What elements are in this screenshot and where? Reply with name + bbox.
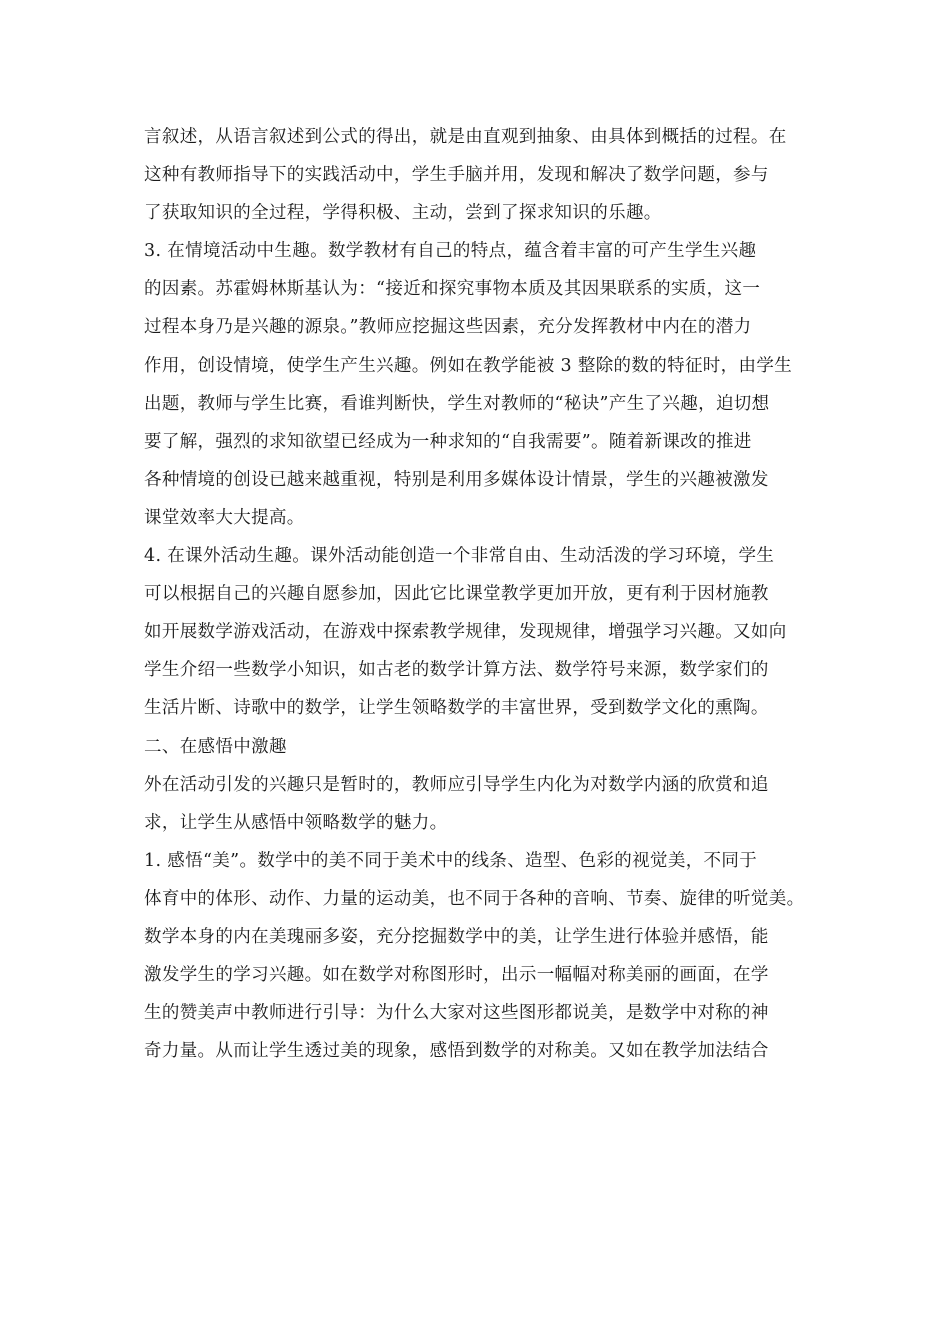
text-line: 体育中的体形、动作、力量的运动美，也不同于各种的音响、节奏、旋律的听觉美。 bbox=[144, 888, 805, 909]
text-line: 数学本身的内在美瑰丽多姿，充分挖掘数学中的美，让学生进行体验并感悟，能 bbox=[144, 926, 769, 947]
text-line: 学生介绍一些数学小知识，如古老的数学计算方法、数学符号来源，数学家们的 bbox=[144, 660, 769, 681]
text-line: 3. 在情境活动中生趣。数学教材有自己的特点，蕴含着丰富的可产生学生兴趣 bbox=[144, 241, 757, 262]
text-line: 这种有教师指导下的实践活动中，学生手脑并用，发现和解决了数学问题，参与 bbox=[144, 165, 769, 186]
text-line: 外在活动引发的兴趣只是暂时的，教师应引导学生内化为对数学内涵的欣赏和追 bbox=[144, 774, 769, 795]
text-line: 激发学生的学习兴趣。如在数学对称图形时，出示一幅幅对称美丽的画面，在学 bbox=[144, 965, 769, 986]
text-line: 作用，创设情境，使学生产生兴趣。例如在教学能被 3 整除的数的特征时，由学生 bbox=[144, 355, 793, 376]
text-line: 过程本身乃是兴趣的源泉。”教师应挖掘这些因素，充分发挥教材中内在的潜力 bbox=[144, 317, 752, 338]
text-line: 1. 感悟“美”。数学中的美不同于美术中的线条、造型、色彩的视觉美，不同于 bbox=[144, 850, 758, 871]
document-body bbox=[144, 118, 814, 1070]
text-line: 的因素。苏霍姆林斯基认为：“接近和探究事物本质及其因果联系的实质，这一 bbox=[144, 279, 761, 300]
text-line: 了获取知识的全过程，学得积极、主动，尝到了探求知识的乐趣。 bbox=[144, 203, 662, 224]
text-line: 各种情境的创设已越来越重视，特别是利用多媒体设计情景，学生的兴趣被激发 bbox=[144, 469, 769, 490]
text-line: 生活片断、诗歌中的数学，让学生领略数学的丰富世界，受到数学文化的熏陶。 bbox=[144, 698, 769, 719]
section-heading: 二、在感悟中激趣 bbox=[144, 736, 287, 757]
text-line: 课堂效率大大提高。 bbox=[144, 507, 305, 528]
text-line: 生的赞美声中教师进行引导：为什么大家对这些图形都说美，是数学中对称的神 bbox=[144, 1003, 769, 1024]
text-line: 可以根据自己的兴趣自愿参加，因此它比课堂教学更加开放，更有利于因材施教 bbox=[144, 584, 769, 605]
text-line: 如开展数学游戏活动，在游戏中探索教学规律，发现规律，增强学习兴趣。又如向 bbox=[144, 622, 787, 643]
text-line: 4. 在课外活动生趣。课外活动能创造一个非常自由、生动活泼的学习环境，学生 bbox=[144, 546, 775, 567]
text-line: 要了解，强烈的求知欲望已经成为一种求知的“自我需要”。随着新课改的推进 bbox=[144, 431, 752, 452]
text-line: 求，让学生从感悟中领略数学的魅力。 bbox=[144, 812, 448, 833]
text-line: 言叙述，从语言叙述到公式的得出，就是由直观到抽象、由具体到概括的过程。在 bbox=[144, 127, 787, 147]
text-line: 奇力量。从而让学生透过美的现象，感悟到数学的对称美。又如在教学加法结合 bbox=[144, 1041, 769, 1062]
text-line: 出题，教师与学生比赛，看谁判断快，学生对教师的“秘诀”产生了兴趣，迫切想 bbox=[144, 393, 770, 414]
